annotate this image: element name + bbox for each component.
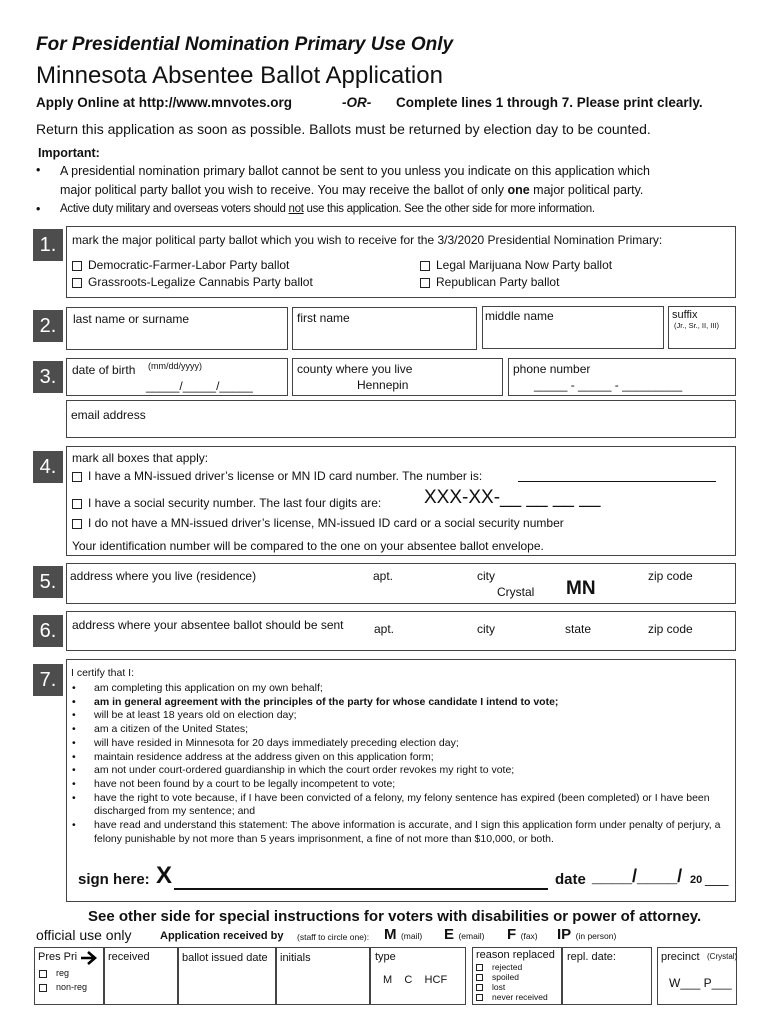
party-label: Democratic-Farmer-Labor Party ballot xyxy=(88,258,290,272)
phone-label: phone number xyxy=(513,362,591,376)
repl-date-label: repl. date: xyxy=(567,951,616,963)
certify-item: • maintain residence address at the address given on this application form; xyxy=(70,751,730,765)
no-id-label: I do not have a MN-issued driver’s license, MN-issued ID card or a social security number xyxy=(88,516,564,530)
first-name-label: first name xyxy=(297,311,350,325)
use-only-heading: For Presidential Nomination Primary Use Only xyxy=(36,34,454,55)
section-7-number: 7. xyxy=(33,664,63,696)
middle-name-label: middle name xyxy=(485,309,554,323)
return-text: Return this application as soon as possible. Ballots must be returned by election day to be counted. xyxy=(36,121,651,137)
section-4-number: 4. xyxy=(33,451,63,483)
section-5-number: 5. xyxy=(33,566,63,598)
reason-label: rejected xyxy=(492,962,523,972)
certify-item: • will be at least 18 years old on election day; xyxy=(70,709,730,723)
precinct-label: precinct xyxy=(661,951,700,963)
reason-replaced-label: reason replaced xyxy=(476,949,555,961)
method-mail[interactable] xyxy=(384,926,422,944)
certify-item: • have read and understand this statement: The above information is accurate, and I sign this application form under penalty of perjury, a felony punishable by not more than 5 years imprisonment, a fine of not more than $10,000, or both. xyxy=(70,819,730,846)
dob-label: date of birth xyxy=(72,363,136,377)
certify-list xyxy=(70,682,730,846)
bullet-2c: use this application. See the other side for more information. xyxy=(303,203,595,215)
official-use-label: official use only xyxy=(36,927,132,943)
bullet-2 xyxy=(60,203,595,215)
party-label: Republican Party ballot xyxy=(436,275,560,289)
non-reg-label: non-reg xyxy=(56,982,88,992)
party-option-glc[interactable] xyxy=(72,275,313,289)
received-by-label: Application received by xyxy=(160,930,284,942)
checkbox[interactable] xyxy=(72,519,82,529)
section-3-number: 3. xyxy=(33,361,63,393)
county-label: county where you live xyxy=(297,362,413,376)
certify-item: • am a citizen of the United States; xyxy=(70,723,730,737)
party-option-lmn[interactable] xyxy=(420,258,612,272)
checkbox[interactable] xyxy=(476,974,483,981)
bullet-1-line-2 xyxy=(60,183,643,197)
date-label: date xyxy=(555,871,586,888)
license-label: I have a MN-issued driver’s license or MN ID card number. The number is: xyxy=(88,469,483,483)
see-other-side: See other side for special instructions for voters with disabilities or power of attorney. xyxy=(88,908,702,925)
bullet-2-dot: • xyxy=(36,202,41,216)
method-label: (mail) xyxy=(400,931,423,941)
ballot-issued-label: ballot issued date xyxy=(182,952,268,964)
mailing-address-label: address where your absentee ballot should be sent xyxy=(72,618,344,632)
year-prefix: 20 xyxy=(690,874,703,886)
circle-one-note: (staff to circle one): xyxy=(297,932,370,942)
checkbox[interactable] xyxy=(476,984,483,991)
ssn-prefix: XXX-XX-__ __ __ __ xyxy=(424,487,601,508)
section-6-number: 6. xyxy=(33,615,63,647)
residence-city-label: city xyxy=(477,569,495,583)
bullet-1-one: one xyxy=(507,183,530,197)
bullet-1-line-1: A presidential nomination primary ballot cannot be sent to you unless you indicate on this application which xyxy=(60,164,650,178)
checkbox[interactable] xyxy=(72,278,82,288)
license-number-line[interactable] xyxy=(518,481,716,482)
suffix-hint: (Jr., Sr., II, III) xyxy=(674,321,720,330)
reg-label: reg xyxy=(56,968,70,978)
ssn-label: I have a social security number. The last four digits are: xyxy=(88,496,382,510)
type-label: type xyxy=(375,951,396,963)
county-value: Hennepin xyxy=(357,378,409,392)
suffix-label: suffix xyxy=(672,309,698,321)
bullet-2a: Active duty military and overseas voters should xyxy=(60,203,289,215)
precinct-city: (Crystal) xyxy=(707,952,738,961)
method-code: E xyxy=(444,926,455,943)
ssn-option[interactable] xyxy=(72,496,381,510)
mailing-zip-label: zip code xyxy=(648,622,693,636)
residence-address-label: address where you live (residence) xyxy=(70,569,257,583)
section-2-number: 2. xyxy=(33,310,63,342)
party-option-rep[interactable] xyxy=(420,275,559,289)
email-label: email address xyxy=(71,408,146,422)
certify-item: • am completing this application on my own behalf; xyxy=(70,682,730,696)
method-code: F xyxy=(507,926,517,943)
certify-item: • will have resided in Minnesota for 20 days immediately preceding election day; xyxy=(70,737,730,751)
initials-label: initials xyxy=(280,952,311,964)
method-fax[interactable] xyxy=(507,926,538,944)
reason-rejected[interactable] xyxy=(476,962,522,972)
reason-spoiled[interactable] xyxy=(476,972,519,982)
checkbox[interactable] xyxy=(420,261,430,271)
bullet-1-line-2c: major political party. xyxy=(529,183,644,197)
reason-label: never received xyxy=(492,992,548,1002)
bullet-2-not: not xyxy=(288,203,304,215)
apply-online-text: Apply Online at http://www.mnvotes.org xyxy=(36,95,293,110)
checkbox[interactable] xyxy=(72,499,82,509)
mailing-city-label: city xyxy=(477,622,495,636)
non-reg-option[interactable] xyxy=(39,982,87,992)
section-4-prompt: mark all boxes that apply: xyxy=(72,451,209,465)
mailing-apt-label: apt. xyxy=(374,622,395,636)
party-label: Grassroots-Legalize Cannabis Party ballot xyxy=(88,275,313,289)
date-blank[interactable]: ____/____/ xyxy=(592,866,683,886)
no-id-option[interactable] xyxy=(72,516,564,530)
method-label: (fax) xyxy=(520,931,538,941)
certify-item: • have not been found by a court to be legally incompetent to vote; xyxy=(70,778,730,792)
method-label: (in person) xyxy=(575,931,617,941)
checkbox[interactable] xyxy=(476,964,483,971)
complete-lines-text: Complete lines 1 through 7. Please print clearly. xyxy=(396,95,703,110)
sign-here-label: sign here: xyxy=(78,871,150,888)
mailing-state-label: state xyxy=(565,622,592,636)
section-1-prompt: mark the major political party ballot which you wish to receive for the 3/3/2020 Presidential Nomination Primary: xyxy=(72,233,663,247)
signature-line[interactable] xyxy=(174,888,548,890)
reg-option[interactable] xyxy=(39,968,69,978)
method-in-person[interactable] xyxy=(557,926,616,944)
method-email[interactable] xyxy=(444,926,484,944)
received-label: received xyxy=(108,951,150,963)
last-name-label: last name or surname xyxy=(73,312,190,326)
reason-label: spoiled xyxy=(492,972,519,982)
residence-apt-label: apt. xyxy=(373,569,394,583)
method-code: M xyxy=(384,926,397,943)
residence-zip-label: zip code xyxy=(648,569,693,583)
certify-item: • am not under court-ordered guardianship in which the court order revokes my right to vote; xyxy=(70,764,730,778)
email-field[interactable] xyxy=(66,400,736,438)
form-title: Minnesota Absentee Ballot Application xyxy=(36,62,443,89)
party-label: Legal Marijuana Now Party ballot xyxy=(436,258,613,272)
checkbox[interactable] xyxy=(39,970,47,978)
or-text: -OR- xyxy=(342,95,372,110)
checkbox[interactable] xyxy=(476,994,483,1001)
residence-city-value: Crystal xyxy=(497,585,535,599)
checkbox[interactable] xyxy=(420,278,430,288)
reason-label: lost xyxy=(492,982,506,992)
precinct-blank: W___ P___ xyxy=(669,976,732,990)
residence-state-value: MN xyxy=(566,578,596,599)
id-compare-note: Your identification number will be compared to the one on your absentee ballot envelope. xyxy=(72,539,544,553)
pres-pri-label: Pres Pri xyxy=(38,951,78,963)
method-code: IP xyxy=(557,926,572,943)
method-label: (email) xyxy=(458,931,485,941)
checkbox[interactable] xyxy=(39,984,47,992)
checkbox[interactable] xyxy=(72,472,82,482)
checkbox[interactable] xyxy=(72,261,82,271)
section-1-number: 1. xyxy=(33,229,63,261)
bullet-1-line-2a: major political party ballot you wish to receive. You may receive the ballot of only xyxy=(60,183,508,197)
type-options: M C HCF xyxy=(383,974,448,986)
dob-blank: _____/_____/_____ xyxy=(146,379,253,393)
license-option[interactable] xyxy=(72,469,482,483)
certify-label: I certify that I: xyxy=(71,667,135,679)
signature-x: X xyxy=(156,862,173,889)
important-label: Important: xyxy=(38,146,100,160)
arrow-right-icon xyxy=(80,950,98,966)
dob-hint: (mm/dd/yyyy) xyxy=(148,361,202,371)
bullet-1-dot: • xyxy=(36,163,41,177)
phone-blank: _____ - _____ - _________ xyxy=(534,378,683,392)
certify-item: • have the right to vote because, if I have been convicted of a felony, my felony sentence has expired (been completed) or I have been discharged from my sentence; and xyxy=(70,792,730,819)
party-option-dfl[interactable] xyxy=(72,258,289,272)
reason-lost[interactable] xyxy=(476,982,505,992)
certify-item: • am in general agreement with the principles of the party for whose candidate I intend to vote; xyxy=(70,696,730,710)
reason-never-received[interactable] xyxy=(476,992,548,1002)
year-blank[interactable]: ___ xyxy=(705,870,729,886)
